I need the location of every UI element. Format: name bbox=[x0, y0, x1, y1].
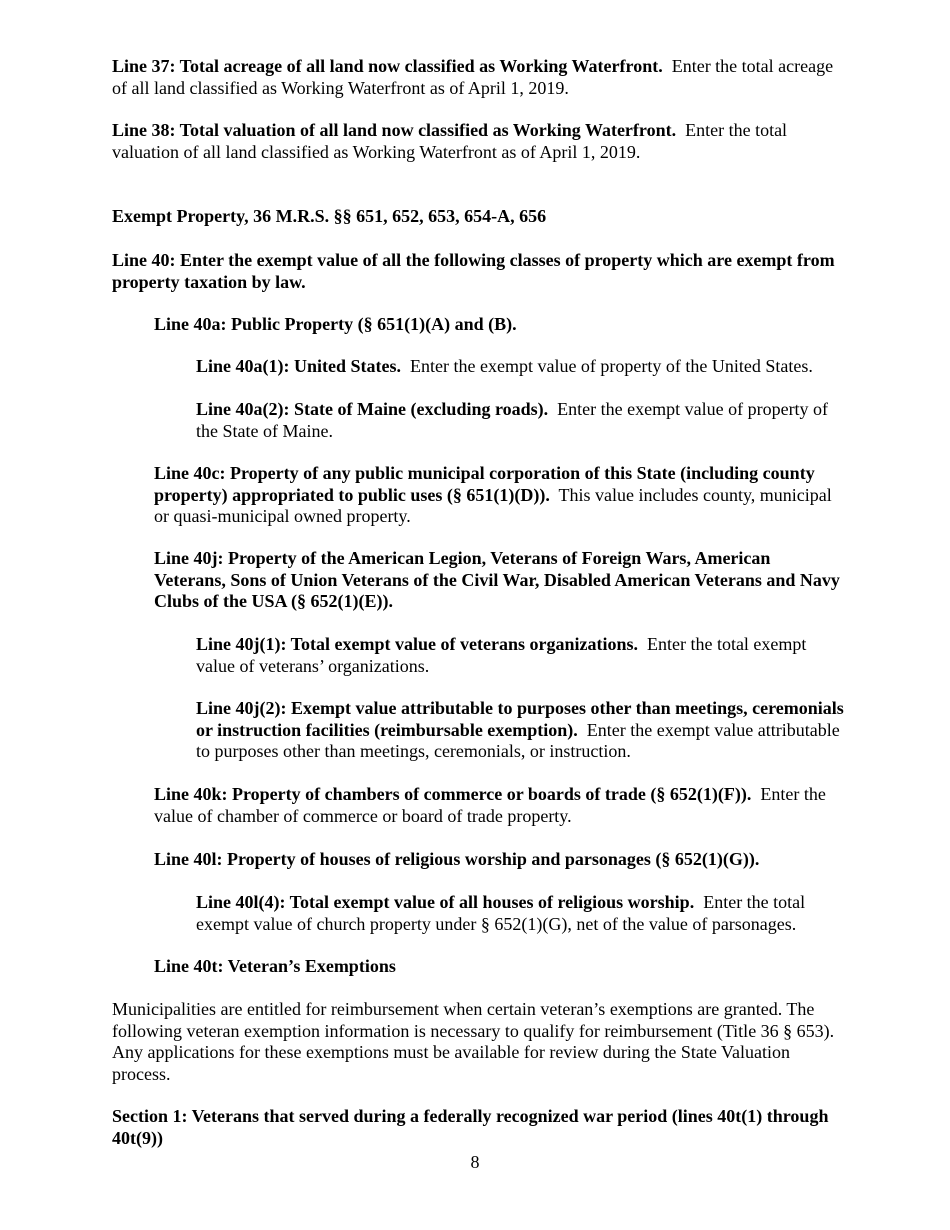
paragraph-heading: Line 40l(4): Total exempt value of all houses of religious worship. bbox=[196, 892, 695, 912]
paragraph-line-38 bbox=[112, 120, 842, 163]
paragraph-heading: Line 40k: Property of chambers of commerce or boards of trade (§ 652(1)(F)). bbox=[154, 784, 752, 804]
paragraph-heading: Line 40a(1): United States. bbox=[196, 356, 401, 376]
paragraph-line-40a1 bbox=[196, 356, 846, 378]
paragraph-text: This value includes county, municipal or quasi-municipal owned property. bbox=[154, 484, 832, 526]
paragraph-section-1 bbox=[112, 1106, 842, 1149]
paragraph-text: Municipalities are entitled for reimbursement when certain veteran’s exemptions are granted. The following veteran exemption information is necessary to qualify for reimbursement (Title 36 § 653). Any applications for these exemptions must be available for review during the State Valuation process. bbox=[112, 999, 835, 1084]
paragraph-line-40t bbox=[154, 956, 844, 978]
paragraph-line-40k bbox=[154, 784, 844, 827]
paragraph-line-40 bbox=[112, 250, 842, 293]
paragraph-line-40l4 bbox=[196, 892, 846, 935]
paragraph-heading: Line 40a(2): State of Maine (excluding roads). bbox=[196, 399, 549, 419]
paragraph-text: Enter the total exempt value of church property under § 652(1)(G), net of the value of parsonages. bbox=[196, 892, 806, 934]
paragraph-heading: Line 40j: Property of the American Legion, Veterans of Foreign Wars, American Veterans, Sons of Union Veterans of the Civil War, Disabled American Veterans and Navy Clubs of the USA (§ 652(1)(E)). bbox=[154, 548, 840, 611]
paragraph-text: Enter the exempt value of property of the United States. bbox=[410, 356, 813, 376]
paragraph-line-40l bbox=[154, 849, 844, 871]
paragraph-heading: Line 40a: Public Property (§ 651(1)(A) and (B). bbox=[154, 314, 517, 334]
paragraph-heading: Line 40t: Veteran’s Exemptions bbox=[154, 956, 396, 976]
paragraph-heading: Line 37: Total acreage of all land now classified as Working Waterfront. bbox=[112, 56, 663, 76]
paragraph-heading: Line 40j(2): Exempt value attributable to purposes other than meetings, ceremonials or instruction facilities (reimbursable exemption). bbox=[196, 698, 844, 740]
paragraph-text: Enter the total valuation of all land classified as Working Waterfront as of April 1, 2019. bbox=[112, 120, 788, 162]
section-heading-exempt-property bbox=[112, 206, 842, 228]
heading-text: Exempt Property, 36 M.R.S. §§ 651, 652, 653, 654-A, 656 bbox=[112, 206, 547, 226]
paragraph-text: Enter the exempt value of property of the State of Maine. bbox=[196, 399, 829, 441]
paragraph-line-40a2 bbox=[196, 399, 846, 442]
paragraph-line-40c bbox=[154, 463, 844, 528]
paragraph-line-37 bbox=[112, 56, 842, 99]
paragraph-line-40j bbox=[154, 548, 844, 613]
paragraph-heading: Line 40c: Property of any public municipal corporation of this State (including county property) appropriated to public uses (§ 651(1)(D)). bbox=[154, 463, 815, 505]
paragraph-municipalities bbox=[112, 999, 842, 1085]
paragraph-heading: Line 40l: Property of houses of religious worship and parsonages (§ 652(1)(G)). bbox=[154, 849, 760, 869]
page-number: 8 bbox=[470, 1152, 480, 1172]
paragraph-text: Enter the value of chamber of commerce or board of trade property. bbox=[154, 784, 826, 826]
paragraph-heading: Line 40j(1): Total exempt value of veterans organizations. bbox=[196, 634, 638, 654]
paragraph-heading: Line 38: Total valuation of all land now classified as Working Waterfront. bbox=[112, 120, 677, 140]
paragraph-text: Enter the total exempt value of veterans’ organizations. bbox=[196, 634, 807, 676]
paragraph-line-40a bbox=[154, 314, 844, 336]
paragraph-line-40j2 bbox=[196, 698, 846, 763]
paragraph-heading: Line 40: Enter the exempt value of all the following classes of property which are exempt from property taxation by law. bbox=[112, 250, 835, 292]
paragraph-text: Enter the exempt value attributable to purposes other than meetings, ceremonials, or instruction. bbox=[196, 719, 840, 761]
paragraph-heading: Section 1: Veterans that served during a federally recognized war period (lines 40t(1) through 40t(9)) bbox=[112, 1106, 829, 1148]
paragraph-text: Enter the total acreage of all land classified as Working Waterfront as of April 1, 2019. bbox=[112, 56, 834, 98]
paragraph-line-40j1 bbox=[196, 634, 846, 677]
